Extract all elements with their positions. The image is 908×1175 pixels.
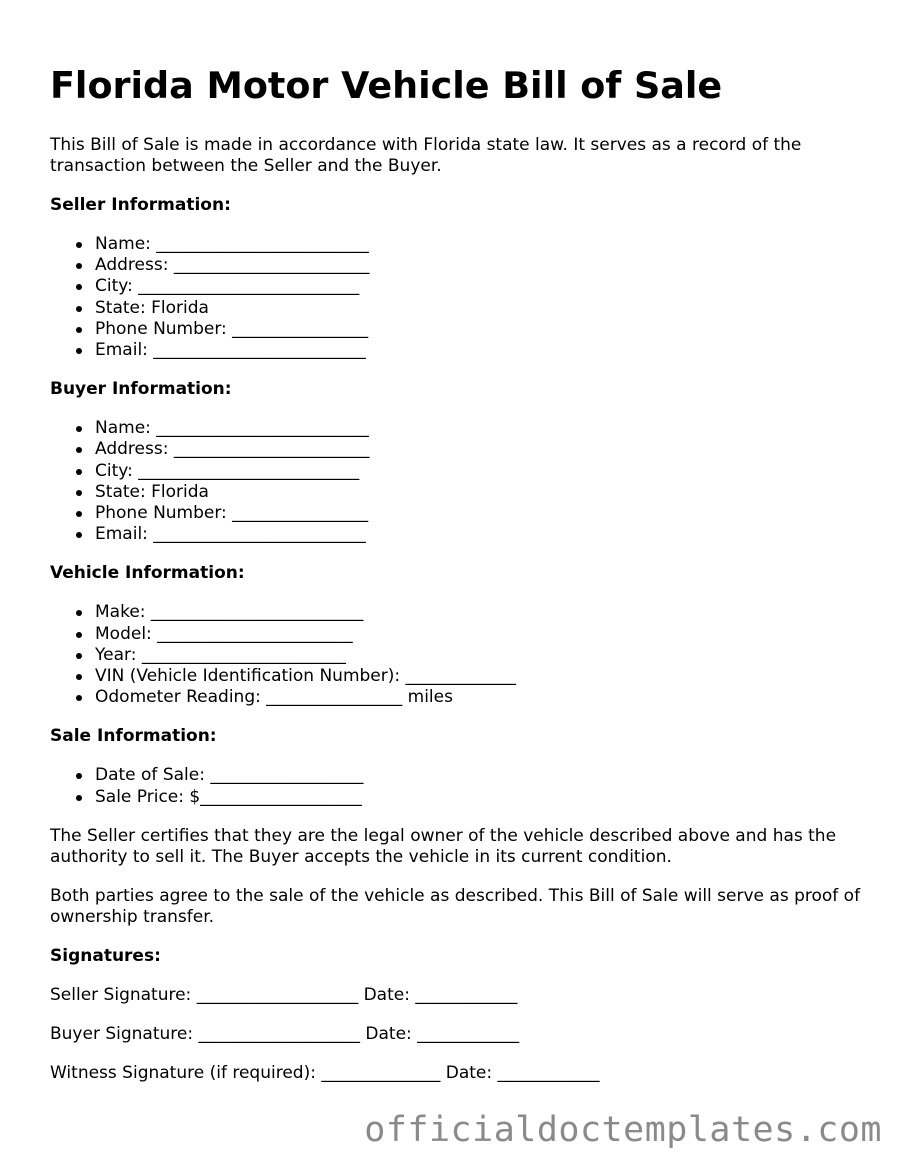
sale-list <box>50 765 870 807</box>
seller-heading: Seller Information: <box>50 195 231 215</box>
sale-price-item: Sale Price: $___________________ <box>95 787 870 808</box>
agreement-paragraph: Both parties agree to the sale of the vehicle as described. This Bill of Sale will serve as proof of ownership transfer. <box>50 885 861 927</box>
buyer-list <box>50 418 870 545</box>
buyer-email-item: Email: _________________________ <box>95 524 870 545</box>
sale-heading: Sale Information: <box>50 726 217 747</box>
vehicle-list <box>50 602 870 708</box>
seller-city-item: City: __________________________ <box>95 276 870 297</box>
buyer-state-item: State: Florida <box>95 482 870 503</box>
vehicle-vin-item: VIN (Vehicle Identification Number): _____________ <box>95 666 870 687</box>
document-page <box>50 60 870 1102</box>
buyer-phone-item: Phone Number: ________________ <box>95 503 870 524</box>
intro-paragraph: This Bill of Sale is made in accordance with Florida state law. It serves as a record of the transaction between the Seller and the Buyer. <box>50 135 802 176</box>
seller-name-item: Name: _________________________ <box>95 234 870 255</box>
buyer-name-item: Name: _________________________ <box>95 418 870 439</box>
buyer-city-item: City: __________________________ <box>95 461 870 482</box>
witness-signature-line: Witness Signature (if required): ______________ Date: ____________ <box>50 1062 600 1083</box>
seller-phone-item: Phone Number: ________________ <box>95 319 870 340</box>
seller-address-item: Address: _______________________ <box>95 255 870 276</box>
seller-email-item: Email: _________________________ <box>95 340 870 361</box>
vehicle-model-item: Model: _______________________ <box>95 624 870 645</box>
seller-signature-line: Seller Signature: ___________________ Date: ____________ <box>50 984 518 1005</box>
vehicle-make-item: Make: _________________________ <box>95 602 870 623</box>
vehicle-odometer-item: Odometer Reading: ________________ miles <box>95 687 870 708</box>
seller-list <box>50 234 870 361</box>
vehicle-year-item: Year: ________________________ <box>95 645 870 666</box>
sale-date-item: Date of Sale: __________________ <box>95 765 870 786</box>
buyer-address-item: Address: _______________________ <box>95 439 870 460</box>
buyer-heading: Buyer Information: <box>50 379 232 400</box>
buyer-signature-line: Buyer Signature: ___________________ Date: ____________ <box>50 1023 520 1044</box>
document-title: Florida Motor Vehicle Bill of Sale <box>50 64 723 107</box>
certification-paragraph: The Seller certifies that they are the legal owner of the vehicle described above and has the authority to sell it. The Buyer accepts the vehicle in its current condition. <box>50 825 837 867</box>
signatures-heading: Signatures: <box>50 945 161 966</box>
vehicle-heading: Vehicle Information: <box>50 563 245 584</box>
seller-state-item: State: Florida <box>95 298 870 319</box>
watermark-text: officialdoctemplates.com <box>364 1110 882 1150</box>
